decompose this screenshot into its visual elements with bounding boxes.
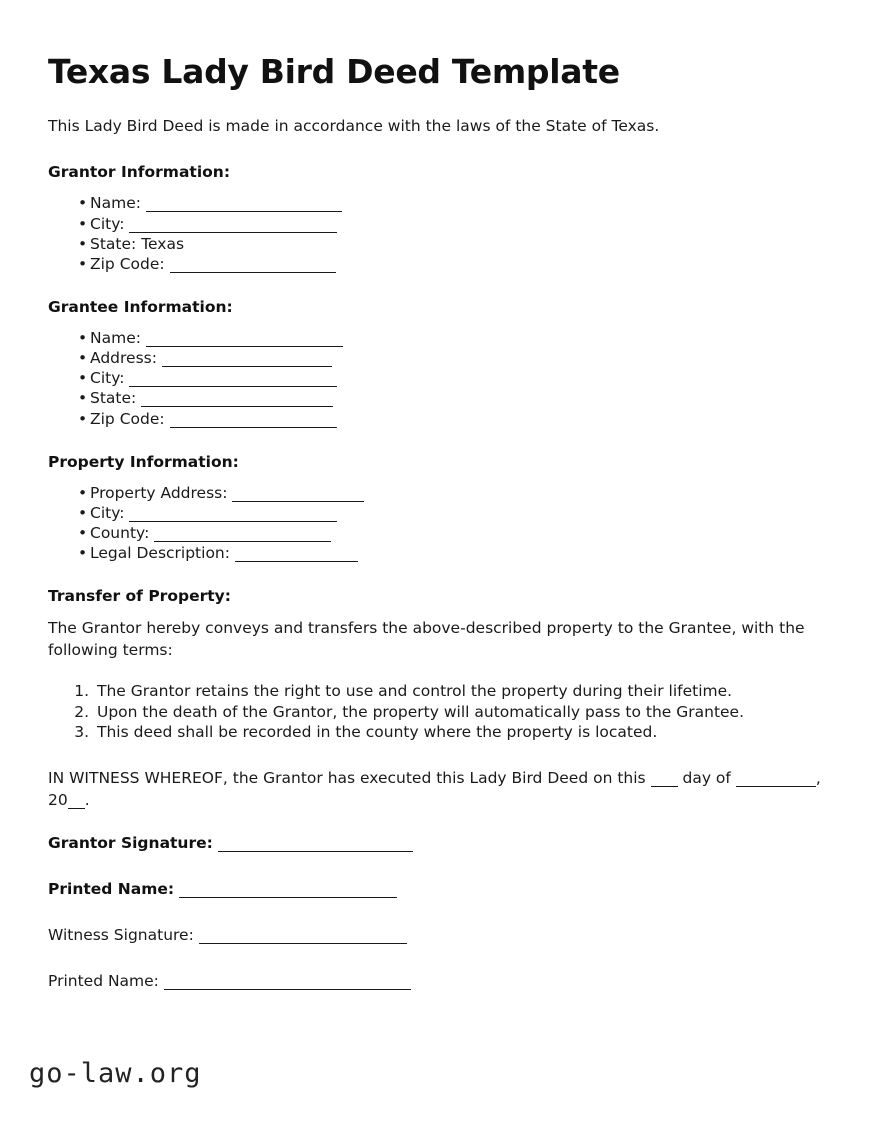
field-label: Name: (90, 194, 141, 213)
section-heading-property: Property Information: (48, 452, 239, 471)
field-label: Zip Code: (90, 409, 165, 428)
fill-in-blank[interactable] (235, 561, 358, 562)
field-label: City: (90, 369, 125, 388)
witness-clause-part4: . (84, 790, 90, 809)
signature-line-grantor-signature (48, 833, 821, 853)
fill-in-blank[interactable] (129, 386, 337, 387)
field-row-grantee-name (48, 328, 821, 348)
witness-clause-part3: , 20 (48, 768, 821, 809)
transfer-intro-paragraph: The Grantor hereby conveys and transfers the above-described property to the Grantee, with the following terms: (48, 619, 805, 660)
field-label: County: (90, 523, 150, 542)
signature-label: Printed Name: (48, 879, 175, 898)
fill-in-blank[interactable] (232, 501, 364, 502)
intro-paragraph: This Lady Bird Deed is made in accordance with the laws of the State of Texas. (48, 116, 660, 135)
witness-clause-paragraph (48, 767, 821, 811)
field-row-grantee-address (48, 348, 821, 368)
page-title: Texas Lady Bird Deed Template (48, 52, 620, 91)
fill-in-blank-month[interactable] (736, 786, 816, 787)
field-row-grantor-city (48, 214, 821, 234)
field-label: City: (90, 503, 125, 522)
field-row-grantee-city (48, 368, 821, 388)
fill-in-blank[interactable] (199, 943, 407, 944)
field-row-grantor-name (48, 193, 821, 213)
field-value: Texas (141, 234, 185, 253)
witness-clause-part2: day of (682, 768, 731, 787)
signature-label: Witness Signature: (48, 925, 194, 944)
fill-in-blank[interactable] (162, 366, 332, 367)
fill-in-blank[interactable] (154, 541, 331, 542)
signature-line-grantor-printed-name (48, 879, 821, 899)
fill-in-blank[interactable] (129, 232, 337, 233)
field-row-grantor-zip (48, 254, 821, 274)
fill-in-blank[interactable] (129, 521, 337, 522)
field-row-property-address (48, 483, 821, 503)
field-row-grantee-state (48, 388, 821, 408)
field-label: Legal Description: (90, 544, 230, 563)
footer-brand-watermark: go-law.org (29, 1058, 202, 1089)
field-label: City: (90, 214, 125, 233)
field-row-grantee-zip (48, 409, 821, 429)
section-heading-grantor: Grantor Information: (48, 163, 231, 182)
field-label: Address: (90, 349, 157, 368)
section-heading-transfer: Transfer of Property: (48, 587, 231, 606)
field-row-property-legal-description (48, 543, 821, 563)
fill-in-blank[interactable] (141, 406, 333, 407)
grantor-field-list (48, 193, 821, 274)
fill-in-blank-day[interactable] (651, 786, 678, 787)
fill-in-blank[interactable] (218, 851, 413, 852)
grantee-field-list (48, 328, 821, 429)
fill-in-blank[interactable] (146, 211, 342, 212)
fill-in-blank-year[interactable] (68, 808, 85, 809)
fill-in-blank[interactable] (170, 427, 337, 428)
fill-in-blank[interactable] (179, 897, 397, 898)
signature-label: Printed Name: (48, 972, 159, 991)
field-label: State: (90, 234, 137, 253)
fill-in-blank[interactable] (164, 989, 411, 990)
witness-clause-part1: IN WITNESS WHEREOF, the Grantor has executed this Lady Bird Deed on this (48, 768, 646, 787)
field-row-grantor-state (48, 234, 821, 254)
signature-line-witness-printed-name (48, 971, 821, 991)
fill-in-blank[interactable] (146, 346, 343, 347)
field-label: Zip Code: (90, 254, 165, 273)
transfer-terms-list (48, 681, 821, 742)
document-content (48, 54, 821, 991)
signature-line-witness-signature (48, 925, 821, 945)
fill-in-blank[interactable] (170, 272, 336, 273)
field-row-property-county (48, 523, 821, 543)
section-heading-grantee: Grantee Information: (48, 297, 233, 316)
signature-label: Grantor Signature: (48, 833, 213, 852)
list-item: 1. The Grantor retains the right to use and control the property during their lifetime. (94, 681, 821, 701)
field-label: Name: (90, 328, 141, 347)
list-item: 3. This deed shall be recorded in the county where the property is located. (94, 722, 821, 742)
field-label: State: (90, 389, 137, 408)
property-field-list (48, 483, 821, 564)
field-row-property-city (48, 503, 821, 523)
list-item: 2. Upon the death of the Grantor, the property will automatically pass to the Grantee. (94, 702, 821, 722)
field-label: Property Address: (90, 483, 228, 502)
